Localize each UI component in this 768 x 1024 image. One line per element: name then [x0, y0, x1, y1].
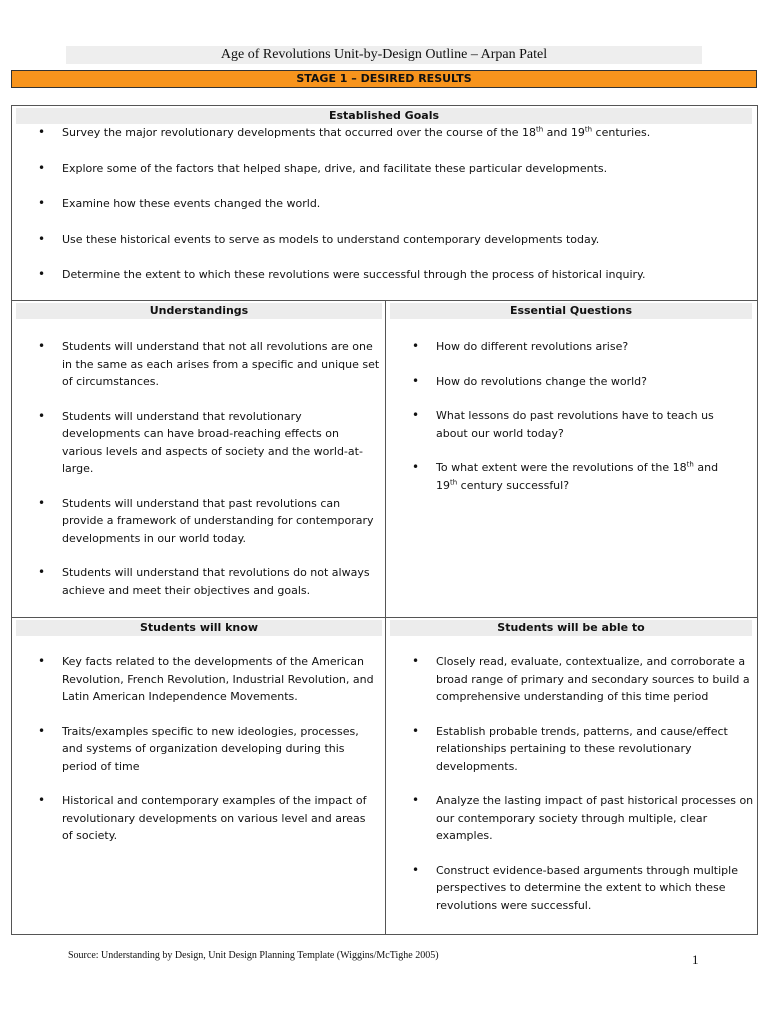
list-item: • Analyze the lasting impact of past historical processes on our contemporary society through multiple, clear examples. [386, 792, 754, 845]
essential-questions-heading: Essential Questions [390, 303, 752, 319]
able-heading: Students will be able to [390, 620, 752, 636]
list-item: • Students will understand that revolutions do not always achieve and meet their objectives and goals. [12, 564, 380, 599]
know-list [12, 653, 376, 845]
list-item: • What lessons do past revolutions have to teach us about our world today? [386, 407, 726, 442]
list-item: • Determine the extent to which these revolutions were successful through the process of historical inquiry. [12, 266, 752, 284]
stage-banner: STAGE 1 – DESIRED RESULTS [11, 70, 757, 88]
list-item: • Students will understand that not all revolutions are one in the same as each arises from a specific and unique set of circumstances. [12, 338, 380, 391]
list-item: • Traits/examples specific to new ideologies, processes, and systems of organization developing during this period of time [12, 723, 376, 776]
list-item: • Use these historical events to serve as models to understand contemporary developments today. [12, 231, 752, 249]
planning-table [11, 105, 758, 935]
able-list [386, 653, 754, 914]
understandings-list [12, 338, 380, 599]
list-item: • Students will understand that revolutionary developments can have broad-reaching effects on various levels and aspects of society and the world-at-large. [12, 408, 380, 478]
page-number: 1 [692, 952, 699, 967]
list-item: • Examine how these events changed the world. [12, 195, 752, 213]
list-item: • Key facts related to the developments of the American Revolution, French Revolution, Industrial Revolution, and Latin American Independence Movements. [12, 653, 376, 706]
list-item: • To what extent were the revolutions of the 18th and 19th century successful? [386, 459, 726, 494]
row-divider [12, 617, 757, 618]
list-item: • Survey the major revolutionary developments that occurred over the course of the 18th and 19th centuries. [12, 124, 752, 142]
essential-questions-list [386, 338, 726, 494]
list-item: • Closely read, evaluate, contextualize, and corroborate a broad range of primary and secondary sources to build a comprehensive understanding of this time period [386, 653, 754, 706]
list-item: • How do revolutions change the world? [386, 373, 726, 391]
list-item: • Construct evidence-based arguments through multiple perspectives to determine the extent to which these revolutions were successful. [386, 862, 754, 915]
goals-heading: Established Goals [16, 108, 752, 124]
document-title: Age of Revolutions Unit-by-Design Outline – Arpan Patel [66, 46, 702, 64]
list-item: • Students will understand that past revolutions can provide a framework of understanding for contemporary developments in our world today. [12, 495, 380, 548]
know-heading: Students will know [16, 620, 382, 636]
list-item: • Historical and contemporary examples of the impact of revolutionary developments on various level and areas of society. [12, 792, 376, 845]
list-item: • Establish probable trends, patterns, and cause/effect relationships pertaining to these revolutionary developments. [386, 723, 754, 776]
list-item: • How do different revolutions arise? [386, 338, 726, 356]
understandings-heading: Understandings [16, 303, 382, 319]
goals-list [12, 124, 752, 284]
footer-source: Source: Understanding by Design, Unit Design Planning Template (Wiggins/McTighe 2005) [68, 950, 439, 961]
list-item: • Explore some of the factors that helped shape, drive, and facilitate these particular developments. [12, 160, 752, 178]
